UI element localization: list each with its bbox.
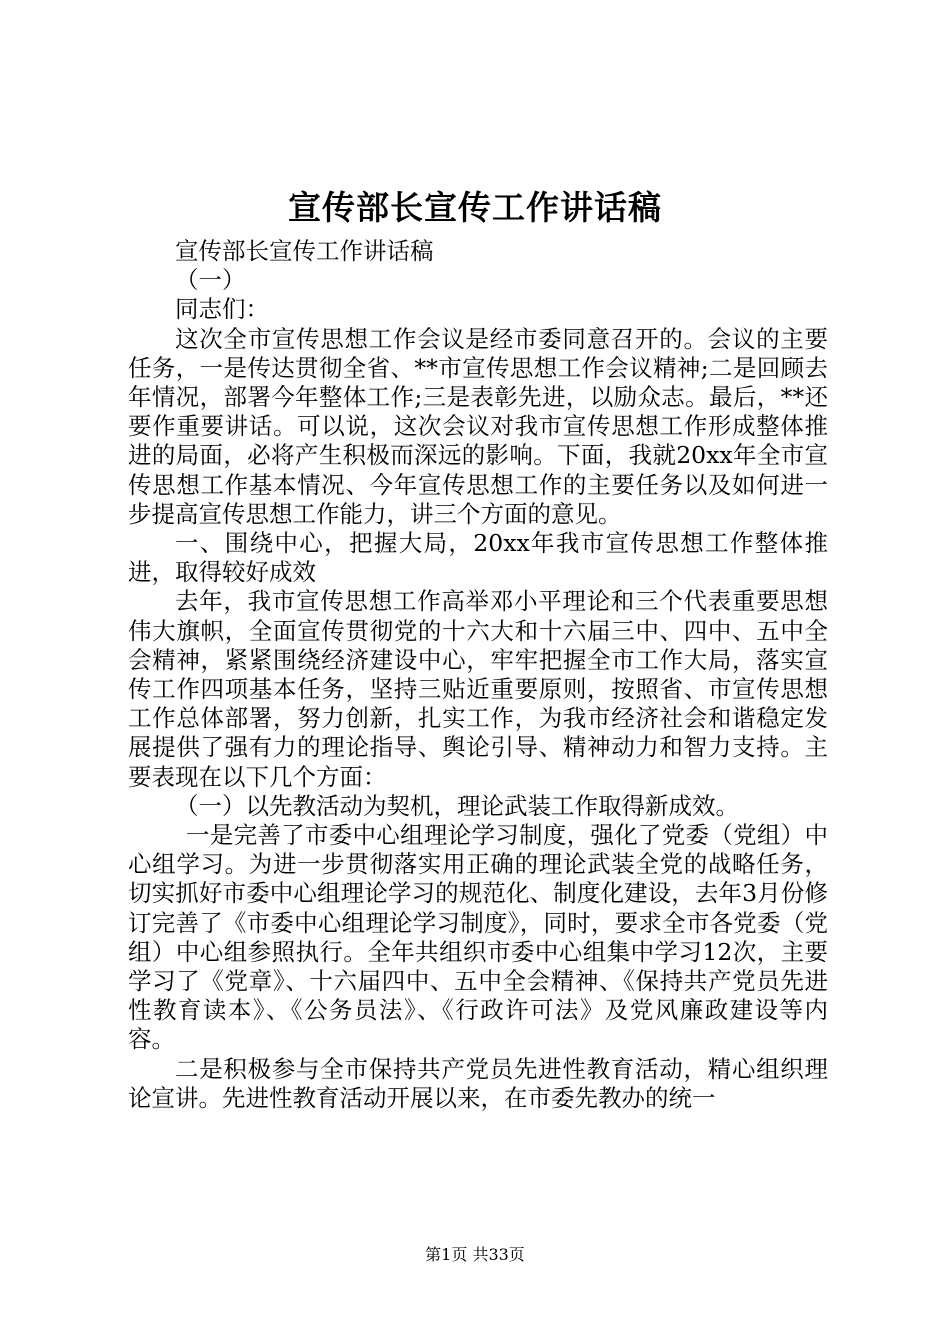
subheading-paragraph: （一）以先教活动为契机，理论武装工作取得新成效。 — [175, 791, 739, 820]
body-paragraph: 二是积极参与全市保持共产党员先进性教育活动，精心组织理论宣讲。先进性教育活动开展以来，在市委先教办的统一 — [128, 1054, 828, 1112]
document-title: 宣传部长宣传工作讲话稿 — [288, 188, 662, 227]
page-footer: 第1页 共33页 — [425, 1245, 525, 1264]
body-paragraph: 这次全市宣传思想工作会议是经市委同意召开的。会议的主要任务，一是传达贯彻全省、**市宣传思想工作会议精神;二是回顾去年情况，部署今年整体工作;三是表彰先进，以励众志。最后，**还要作重要讲话。可以说，这次会议对我市宣传思想工作形成整体推进的局面，必将产生积极而深远的影响。下面，我就20xx年全市宣传思想工作基本情况、今年宣传思想工作的主要任务以及如何进一步提高宣传思想工作能力，讲三个方面的意见。 — [128, 324, 828, 528]
salutation-paragraph: 同志们： — [175, 295, 269, 324]
section-number-paragraph: （一） — [175, 266, 246, 295]
subtitle-paragraph: 宣传部长宣传工作讲话稿 — [175, 237, 434, 265]
heading-paragraph: 一、围绕中心，把握大局，20xx年我市宣传思想工作整体推进，取得较好成效 — [128, 529, 828, 587]
body-paragraph: 一是完善了市委中心组理论学习制度，强化了党委（党组）中心组学习。为进一步贯彻落实用正确的理论武装全党的战略任务，切实抓好市委中心组理论学习的规范化、制度化建设，去年3月份修订完善了《市委中心组理论学习制度》，同时，要求全市各党委（党组）中心组参照执行。全年共组织市委中心组集中学习12次，主要学习了《党章》、十六届四中、五中全会精神、《保持共产党员先进性教育读本》、《公务员法》、《行政许可法》及党风廉政建设等内容。 — [128, 821, 828, 1054]
document-body — [128, 237, 828, 1113]
body-paragraph: 去年，我市宣传思想工作高举邓小平理论和三个代表重要思想伟大旗帜，全面宣传贯彻党的十六大和十六届三中、四中、五中全会精神，紧紧围绕经济建设中心，牢牢把握全市工作大局，落实宣传工作四项基本任务，坚持三贴近重要原则，按照省、市宣传思想工作总体部署，努力创新，扎实工作，为我市经济社会和谐稳定发展提供了强有力的理论指导、舆论引导、精神动力和智力支持。主要表现在以下几个方面： — [128, 587, 828, 791]
